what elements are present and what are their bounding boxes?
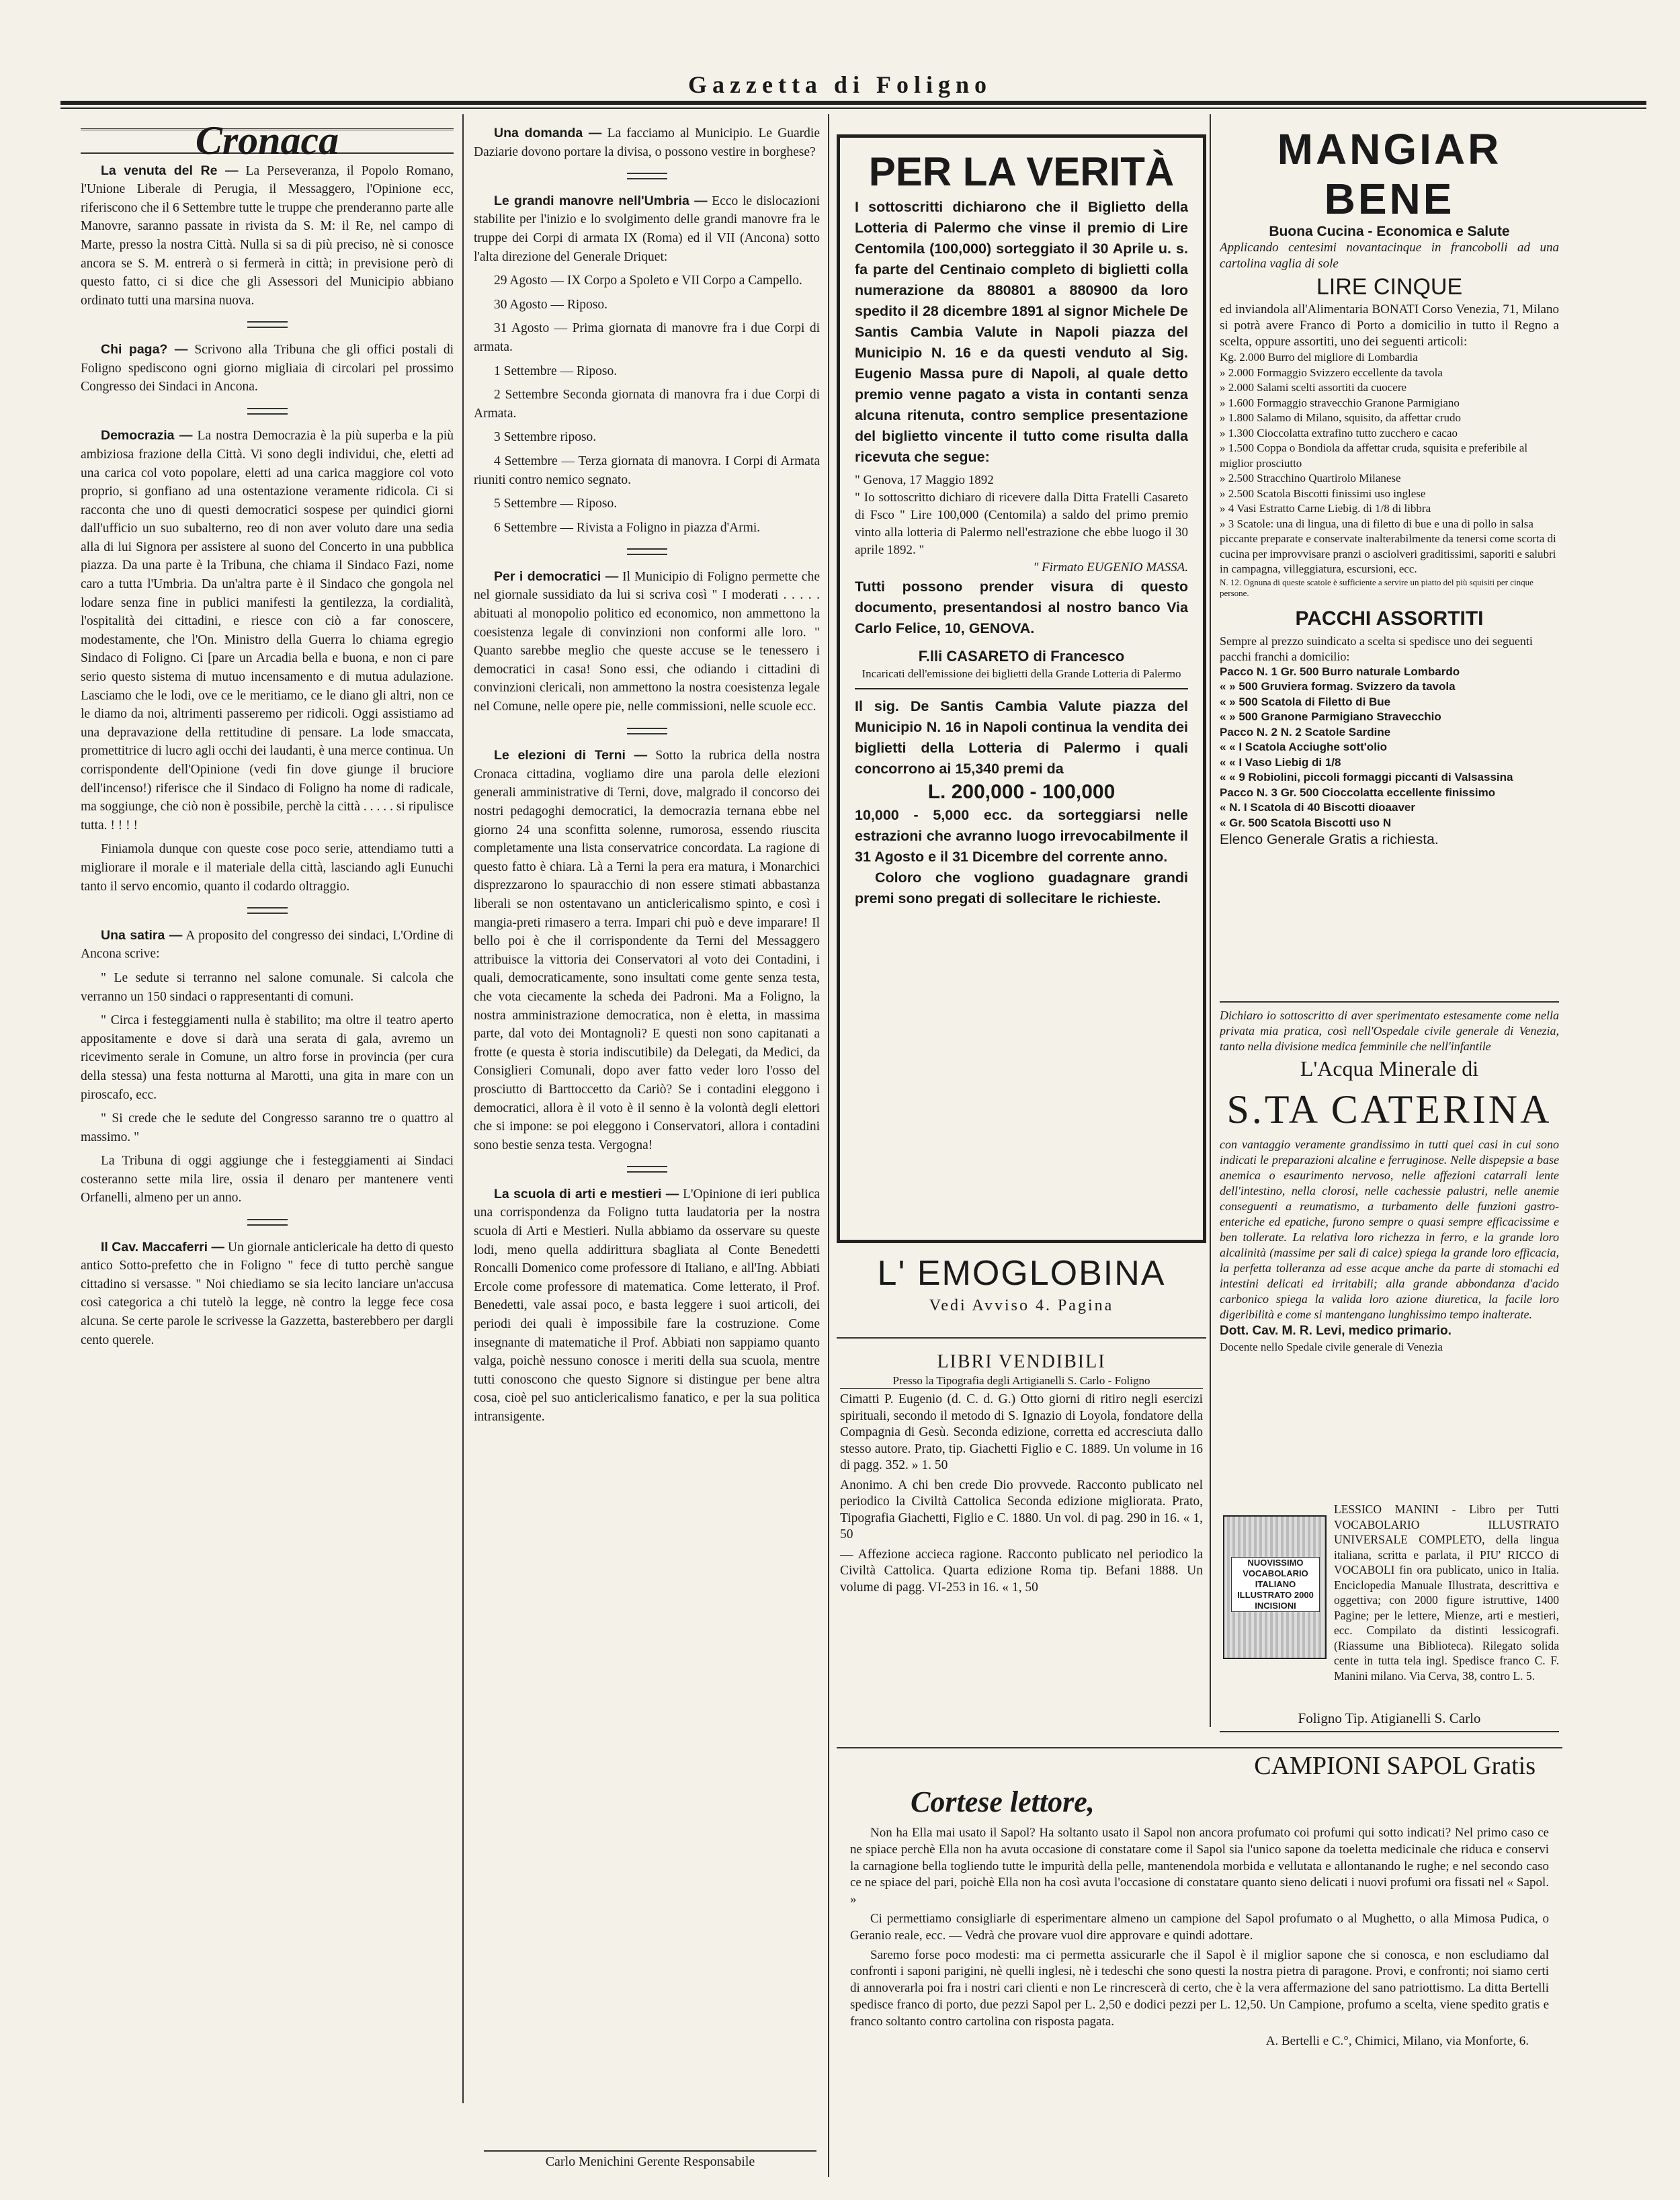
masthead-rule: [60, 101, 1646, 105]
article-grandi-manovre: Le grandi manovre nell'Umbria — Ecco le dislocazioni stabilite per l'inizio e lo svolgimento delle grandi manovre fra le truppe dei Corpi di armata IX (Roma) ed il VII (Ancona) sotto l'alta direzione del Generale Driquet:: [474, 193, 820, 264]
sapol-p1: Non ha Ella mai usato il Sapol? Ha soltanto usato il Sapol non ancora profumato coi profumi qui sotto indicati? Nel primo caso ce ne spiace perchè Ella non ha avuta occasione di constatare come il Sapol sia l'unico sapone da toeletta medicinale che riduca e conservi la carnagione bella togliendo tutte le impurità della pelle, mantenendola morbida e vellutata e allontanando le rughe; e nel secondo caso ce ne spiace del pari, poichè Ella non ha così avuta l'occasione di constatare quanto sieno delicati i nuovi profumi ora fissati nel « Sapol. »: [850, 1826, 1549, 1907]
ad-prize: L. 200,000 - 100,000: [927, 781, 1116, 803]
gerente-footer: Carlo Menichini Gerente Responsabile: [484, 2150, 816, 2170]
ad-santa-caterina: [1220, 1001, 1559, 1498]
manovre-line: 4 Settembre — Terza giornata di manovra. I Corpi di Armata riuniti contro nemico segnato.: [474, 454, 820, 487]
manovre-line: 1 Settembre — Riposo.: [494, 364, 618, 378]
article-maccaferri: Il Cav. Maccaferri — Un giornale anticlericale ha detto di questo antico Sotto-prefetto che in Foligno " fece di tutto perchè sangue cittadino si versasse. " Noi chiediamo se sia lecito lanciare un'accusa così categorica a chi tutelò la legge, nè contro la legge fece cosa alcuna. Se certe parole le scrivesse la Gazzetta, basterebbero per dargli cento querele.: [81, 1239, 454, 1347]
caterina-signature: Dott. Cav. M. R. Levi, medico primario.: [1220, 1324, 1452, 1338]
list-item: « « I Vaso Liebig di 1/8: [1220, 755, 1341, 769]
pacchi-text: Sempre al prezzo suindicato a scelta si spedisce uno dei seguenti pacchi franchi a domicilio:: [1220, 634, 1533, 663]
separator: [81, 315, 454, 334]
list-item: « » 500 Gruviera formag. Svizzero da tavola: [1220, 680, 1456, 693]
separator: [81, 1213, 454, 1232]
ad-per-la-verita: [837, 134, 1206, 1243]
ad-text: Il sig. De Santis Cambia Valute piazza del Municipio N. 16 in Napoli continua la vendita dei biglietti della Lotteria di Palermo i quali concorrono ai 15,340 premi da: [855, 698, 1188, 777]
ad-emoglobina-title: L' EMOGLOBINA: [877, 1254, 1166, 1293]
book-cover-text: NUOVISSIMO VOCABOLARIO ITALIANO ILLUSTRATO 2000 INCISIONI: [1231, 1557, 1320, 1612]
caterina-intro: Dichiaro io sottoscritto di aver sperimentato estesamente come nella privata mia pratica, così nell'Ospedale civile generale di Venezia, tanto nella divisione medica femminile che nell'infantile: [1220, 1009, 1559, 1053]
manovre-line: 5 Settembre — Riposo.: [494, 497, 618, 511]
list-item: » 2.000 Salami scelti assortiti da cuocere: [1220, 381, 1407, 394]
column-divider: [828, 114, 829, 2177]
column-divider: [1210, 114, 1211, 1727]
list-item: « » 500 Scatola di Filetto di Bue: [1220, 695, 1391, 708]
ad-text: Tutti possono prender visura di questo documento, presentandosi al nostro banco Via Carlo Felice, 10, GENOVA.: [855, 579, 1188, 636]
libri-title: LIBRI VENDIBILI: [937, 1351, 1106, 1372]
column-two: [474, 124, 820, 2181]
list-item: » 3 Scatole: una di lingua, una di filetto di bue e una di pollo in salsa piccante preparate e conservate inalterabilmente da tenersi come scorta di cucina per improvvisare pranzi o asciolveri graditissimi, saporiti e salubri in campagna, villeggiatura, escursioni, ecc.: [1220, 517, 1556, 575]
separator: [81, 402, 454, 421]
ad-firm-sub: Incaricati dell'emissione dei biglietti della Grande Lotteria di Palermo: [862, 667, 1181, 680]
satira-quote: " Si crede che le sedute del Congresso saranno tre o quattro al massimo. ": [81, 1111, 454, 1144]
mangiar-text: Applicando centesimi novantacinque in francobolli ad una cartolina vaglia di sole: [1220, 241, 1559, 271]
manovre-line: 31 Agosto — Prima giornata di manovre fra i due Corpi di armata.: [474, 321, 820, 354]
ad-campioni-sapol: [837, 1747, 1562, 2178]
list-item: « N. I Scatola di 40 Biscotti dioaaver: [1220, 801, 1415, 814]
sapol-p2: Ci permettiamo consigliarle di esperimentare almeno un campione del Sapol profumato o al Mughetto, o alla Mimosa Pudica, o Geranio reale, ecc. — Vedrà che provare vuol dire approvare e quindi adottare.: [850, 1911, 1549, 1943]
pacchi-title: PACCHI ASSORTITI: [1295, 607, 1484, 630]
ad-text: I sottoscritti dichiarono che il Biglietto della Lotteria di Palermo che vinse il premio di Lire Centomila (100,000) sorteggiato il 30 Aprile u. s. fa parte del Centinaio completo di biglietti colla numerazione da 880801 a 880900 da loro spedito il 28 dicembre 1891 al signor Michele De Santis Cambia Valute in Napoli piazza del Municipio N. 16 e da questi venduto al Sig. Eugenio Massa pure di Napoli, al quale detto premio venne pagato a vista in contanti senza alcuna ritenuta, contro semplice presentazione del biglietto vincente il tutto come risulta dalla ricevuta che segue:: [855, 199, 1188, 465]
list-item: » 2.000 Formaggio Svizzero eccellente da tavola: [1220, 366, 1443, 379]
ad-libri-vendibili: [840, 1351, 1203, 1687]
list-item: « « I Scatola Acciughe sott'olio: [1220, 741, 1388, 753]
caterina-title: L'Acqua Minerale di: [1300, 1056, 1479, 1081]
ad-emoglobina: [837, 1250, 1206, 1339]
list-item: » 1.600 Formaggio stravecchio Granone Parmigiano: [1220, 396, 1460, 409]
list-item: Kg. 2.000 Burro del migliore di Lombardia: [1220, 351, 1418, 364]
ad-text: Coloro che vogliono guadagnare grandi premi sono pregati di sollecitare le richieste.: [855, 870, 1188, 906]
column-cronaca: [81, 124, 454, 2181]
list-item: » 1.800 Salamo di Milano, squisito, da affettar crudo: [1220, 411, 1461, 424]
article-democrazia: Democrazia — La nostra Democrazia è la più superba e la più ambiziosa frazione della Città. Vi sono degli individui, che, eletti ad una carica col voto popolare, eletti ad una carica maggiore col voto proprio, si gonfiano ad una ostentazione veramente ridicola. Ci si racconta che uno di questi democratici sospese per quindici giorni dall'ufficio un suo subalterno, reo di non aver voluto dare una sedia alla di lui Signora per assistere al suono del Concerto in una pubblica piazza. Da una parte è la Tribuna, che chiama il Sindaco Fazi, nome caro a tutta l'Umbria. Da un'altra parte è il Sindaco che gongola nel lodare senza fine in publici manifesti la gentilezza, la cordialità, l'ospitalità dei cittadini, e riesce con ciò a far conoscere, modestamente, che l'On. Ministro della Guerra lo chiama egregio Sindaco di Foligno. Ci [pare un Arcadia bella e buona, e non ci pare serio questo sistema di mutuo incensamento e di mutua adulazione. Lasciamo che le lodi, ove ce le meritiamo, ce le diano gli altri, non ce le diamo da noi, altrimenti passeremo per ridicoli. Oggi assistiamo ad una depravazione della rettitudine di pensare. La lode smaccata, promettitrice di lucro agli occhi dei laudanti, è una merce continua. Un corrispondente dell'Opinione (vedi fin dove giunge il bruciore dell'incenso!) riferisce che il Sindaco di Foligno ha nome di radicale, ma soggiunge, che ciò non è possibile, perchè la città . . . . . si ripulisce tutta. ! ! ! !: [81, 428, 454, 833]
list-item: « Gr. 500 Scatola Biscotti uso N: [1220, 816, 1392, 829]
separator: [81, 901, 454, 920]
list-item: » 2.500 Stracchino Quartirolo Milanese: [1220, 472, 1401, 484]
satira-quote: " Circa i festeggiamenti nulla è stabilito; ma oltre il teatro aperto appositamente e dove si darà una serata di gala, avremo un ricevimento serale in Comune, un altro forse in provincia (per cura della stessa) una festa notturna al Marotti, una gita in mare con un piroscafo, ecc.: [81, 1013, 454, 1102]
mangiar-sub: Buona Cucina - Economica e Salute: [1269, 224, 1510, 239]
masthead-rule-thin: [60, 108, 1646, 109]
ad-title: PER LA VERITÀ: [868, 149, 1175, 194]
article-chi-paga: Chi paga? — Scrivono alla Tribuna che gli offici postali di Foligno spediscono ogni giorno migliaia di circolari pel prossimo Congresso dei Sindaci in Ancona.: [81, 341, 454, 394]
lessico-text: LESSICO MANINI - Libro per Tutti VOCABOLARIO ILLUSTRATO UNIVERSALE COMPLETO, della lingua italiana, scritta e parlata, il PIU' RICCO di VOCABOLI fin ora publicato, unico in Italia. Enciclopedia Manuale Illustrata, descrittiva e oggettiva; con 2000 figure istruttive, 1400 Pagine; per le lettere, Mienze, arti e mestieri, ecc. Compilato da distinti lessicografi. (Riassume una Biblioteca). Rilegato solida cente in tutta tela ingl. Spedisce franco C. F. Manini milano. Via Cerva, 38, contro L. 5.: [1334, 1503, 1559, 1683]
sapol-greeting: Cortese lettore,: [911, 1785, 1095, 1818]
sapol-p3: Saremo forse poco modesti: ma ci permetta assicurarle che il Sapol è il miglior sapone che si conosca, e non escludiamo dal confronti i saponi parigini, nè quelli inglesi, nè i tedeschi che sono questi la nostra pietra di paragone. Provi, e confronti; noi siamo certi di annoverarla poi fra i nostri cari clienti e non Le rincrescerà di certo, che è la vera affermazione del sano patriottismo. La ditta Bertelli spedisce franco di porto, due pezzi Sapol per L. 2,50 e dodici pezzi per L. 12,50. Un Campione, profumo a scelta, viene spedito gratis e franco soltanto contro cartolina con risposta pagata.: [850, 1947, 1549, 2029]
list-item: « « 9 Robiolini, piccoli formaggi piccanti di Valsassina: [1220, 771, 1513, 784]
mangiar-text2: ed inviandola all'Alimentaria BONATI Corso Venezia, 71, Milano si potrà avere Franco di Porto a domicilio in tutto il Regno a scelta, oppure assortiti, uno dei seguenti articoli:: [1220, 302, 1559, 349]
article-scuola-arti: La scuola di arti e mestieri — L'Opinione di ieri publica una corrispondenza da Foligno tutta laudatoria per la nostra scuola di Arti e Mestieri. Nulla abbiamo da osservare su queste lodi, meno quella addirittura sbagliata al Conte Benedetti Roncalli Domenico come professore di Italiano, e all'Ing. Abbiati Ercole come professore di matematica. Come letterato, il Prof. Benedetti, vale assai poco, e basta leggere i suoi articoli, dei periodi dei quali è impossibile fare la costruzione. Come insegnante di matematiche il Prof. Abbiati non sappiamo quanto valga, poichè nessuno conosce i meriti della sua scuola, mentre tutti conoscono che questo Signore si distingue per bene altra cosa, cioè pel suo anticlericalismo fanatico, e per la sua politica intransigente.: [474, 1186, 820, 1424]
article-satira: Una satira — A proposito del congresso dei sindaci, L'Ordine di Ancona scrive:: [81, 927, 454, 962]
ad-quote: " Io sottoscritto dichiaro di ricevere dalla Ditta Fratelli Casareto di Fsco " Lire 100,000 (Centomila) a saldo del primo premio vinto alla lotteria di Palermo nell'estrazione che ebbe luogo il 30 aprile 1892. ": [855, 491, 1188, 557]
article-una-domanda: Una domanda — La facciamo al Municipio. Le Guardie Daziarie dovono portare la divisa, o possono vestire in borghese?: [474, 126, 820, 159]
libri-sub: Presso la Tipografia degli Artigianelli S. Carlo - Foligno: [840, 1373, 1203, 1389]
libri-book: Cimatti P. Eugenio (d. C. d. G.) Otto giorni di ritiro negli esercizi spirituali, secondo il metodo di S. Ignazio di Loyola, fondatore della Compagnia di Gesù. Seconda edizione, corretta ed accresciuta dallo stesso autore. Prato, tip. Giachetti Figlio e C. 1889. Un volume in 16 di pagg. 352. » 1. 50: [840, 1392, 1203, 1472]
sapol-signature: A. Bertelli e C.°, Chimici, Milano, via Monforte, 6.: [1265, 2033, 1529, 2048]
list-item: » 4 Vasi Estratto Carne Liebig. di 1/8 di libbra: [1220, 502, 1431, 515]
manovre-line: 3 Settembre riposo.: [494, 430, 597, 445]
mangiar-list: [1220, 350, 1559, 577]
article-democratici: Per i democratici — Il Municipio di Foligno permette che nel giornale sussidiato da lui si scriva così " I moderati . . . . . abituati al monopolio politico ed economico, non ammettono la coesistenza legale di convinzioni non conformi alle loro. " Quanto sarebbe meglio che queste accuse se le tenessero i democratici in casa! Sono essi, che odiando i cittadini di convinzioni clericali, non ammettono la nostra coesistenza legale nel Comune, nelle opere pie, nelle commissioni, nelle scuole ecc.: [474, 568, 820, 714]
pacchi-end: Elenco Generale Gratis a richiesta.: [1220, 832, 1439, 847]
manovre-line: 29 Agosto — IX Corpo a Spoleto e VII Corpo a Campello.: [494, 273, 802, 288]
ad-firm: F.lli CASARETO di Francesco: [918, 648, 1125, 665]
libri-book: Anonimo. A chi ben crede Dio provvede. Racconto publicato nel periodico la Civiltà Cattolica Seconda edizione migliorata. Prato, Tipografia Giachetti, Figlio e C. 1880. Un vol. di pag. 290 in 16. « 1, 50: [840, 1478, 1203, 1541]
article-democrazia-cont: Finiamola dunque con queste cose poco serie, attendiamo tutti a migliorare il morale e il materiale della città, lasciando agli Eunuchi tanto il servo encomio, quanto il codardo oltraggio.: [81, 842, 454, 894]
pacchi-list: [1220, 665, 1559, 831]
ad-quote-date: " Genova, 17 Maggio 1892: [855, 473, 994, 487]
masthead-title: Gazzetta di Foligno: [688, 71, 992, 98]
manovre-line: 6 Settembre — Rivista a Foligno in piazza d'Armi.: [494, 520, 761, 535]
libri-book: — Affezione accieca ragione. Racconto publicato nel periodico la Civiltà Cattolica. Quarta edizione Roma tip. Befani 1888. Un volume di pagg. VI-253 in 16. « 1, 50: [840, 1547, 1203, 1595]
manovre-line: 30 Agosto — Riposo.: [494, 297, 608, 312]
sapol-title: CAMPIONI SAPOL Gratis: [1254, 1752, 1536, 1780]
caterina-signature-sub: Docente nello Spedale civile generale di Venezia: [1220, 1341, 1443, 1353]
ad-emoglobina-sub: Vedi Avviso 4. Pagina: [929, 1297, 1114, 1314]
list-item: » 1.300 Cioccolatta extrafino tutto zucchero e cacao: [1220, 426, 1458, 439]
article-venuta-re: La venuta del Re — La Perseveranza, il Popolo Romano, l'Unione Liberale di Perugia, il Messaggero, l'Opinione ecc, riferiscono che il 6 Settembre tutte le truppe che prenderanno parte alle Manovre, saranno passate in rivista da S. M: il Re, nel campo di Marte, presso la nostra Città. Nulla si sa di più preciso, nè si conosce ancora se S. M. entrerà o si fermerà in città; in previsione però di questo fatto, ci si dice che gli Assessori del Municipio abbiano ordinato tutti una marsina nuova.: [81, 163, 454, 308]
list-item: « » 500 Granone Parmigiano Stravecchio: [1220, 710, 1441, 723]
article-elezioni-terni: Le elezioni di Terni — Sotto la rubrica della nostra Cronaca cittadina, vogliamo dire una parola delle elezioni generali amministrative di Terni, dove, malgrado il concorso dei nostri pedagoghi democratici, la democrazia ternana ebbe nel giorno 24 una sconfitta solenne, rumorosa, essendo riuscita completamente una lista conservatrice concordata. La ragione di questo fatto è chiara. Là a Terni la pera era matura, i Monarchici disprezzarono lo spauracchio di non essere stimati abbastanza liberali se non ostentavano un anticlericalismo spinto, e così i mangia-preti rimasero a terra. Impari chi può e deve imparare! Il bello poi è che il corrispondente da Terni del Messaggero attribuisce la vittoria dei Conservatori al voto dei Contadini, i quali, democraticamente, sono insultati come gente senza testa, che vota ciecamente la scheda dei Padroni. Ma a Foligno, la nostra amministrazione democratica, non è eletta, in massima parte, dal voto dei Montagnoli? E questi non sono capitanati a frotte (e questa è storia indiscutibile) da Delegati, da Medici, da Consiglieri Comunali, dopo aver fatto veder loro l'osso del prosciutto di Barttoccetto da Cariò? Se i contadini eleggono i democratici, allora è il voto è il senno è la volontà degli elettori che si impone: se poi eleggono i Conservatori, allora i contadini sono bestie senza testa. Vergogna!: [474, 748, 820, 1152]
satira-quote: La Tribuna di oggi aggiunge che i festeggiamenti ai Sindaci costeranno sette mila lire, ossia il denaro per mantenere venti Orfanelli, almeno per un anno.: [81, 1154, 454, 1205]
ad-mangiar-bene: [1220, 124, 1559, 991]
caterina-text: con vantaggio veramente grandissimo in tutti quei casi in cui sono indicati le preparazioni alcaline e ferruginose. Nelle dispepsie a base anemica o esaurimento nervoso, nelle affezioni catarrali lente dell'intestino, nella clorosi, nelle cachessie palustri, nelle anemie conseguenti a reumatismo, a turbamento delle funzioni gastro-enteriche ed epatiche, furono sempre o quasi sempre efficacissime e ben tollerate. La relativa loro richezza in ferro, e la grande loro alcalinità (massime per sali di calce) spiega la grande loro efficacia, la perfetta tolleranza ad esse acque anche da parte di stomachi ed intestini delicati ed irritabili; alla grande abbondanza d'acido carbonico spiega la valida loro azione diuretica, la facile loro digeribilità e come si mantengano lunghissimo tempo inalterate.: [1220, 1138, 1559, 1321]
column-divider: [462, 114, 464, 2103]
list-item: Pacco N. 3 Gr. 500 Cioccolatta eccellente finissimo: [1220, 786, 1496, 799]
ad-lessico-manini: [1220, 1502, 1559, 1703]
ad-signature: " Firmato EUGENIO MASSA.: [1033, 560, 1188, 575]
ad-text: 10,000 - 5,000 ecc. da sorteggiarsi nelle estrazioni che avranno luogo irrevocabilmente il 31 Agosto e il 31 Dicembre del corrente anno.: [855, 807, 1188, 865]
section-title-cronaca: Cronaca: [81, 128, 454, 154]
satira-quote: " Le sedute si terranno nel salone comunale. Si calcola che verranno un 150 sindaci o rappresentanti di comuni.: [81, 970, 454, 1004]
mangiar-title: MANGIAR BENE: [1277, 125, 1502, 223]
separator: [474, 167, 820, 185]
mangiar-note: N. 12. Ognuna di queste scatole è sufficiente a servire un piatto del più squisiti per cinque persone.: [1220, 577, 1534, 598]
separator: [474, 542, 820, 561]
separator: [474, 722, 820, 741]
list-item: » 2.500 Scatola Biscotti finissimi uso inglese: [1220, 486, 1426, 500]
caterina-name: S.TA CATERINA: [1226, 1087, 1552, 1132]
list-item: Pacco N. 2 N. 2 Scatole Sardine: [1220, 725, 1391, 738]
list-item: » 1.500 Coppa o Bondiola da affettar cruda, squisita e preferibile al miglior prosciutto: [1220, 441, 1528, 470]
tipografia-footer: Foligno Tip. Atigianelli S. Carlo: [1220, 1710, 1559, 1732]
mangiar-price: LIRE CINQUE: [1316, 274, 1463, 300]
manovre-line: 2 Settembre Seconda giornata di manovra fra i due Corpi di Armata.: [474, 388, 820, 421]
list-item: Pacco N. 1 Gr. 500 Burro naturale Lombardo: [1220, 665, 1460, 678]
book-illustration: [1223, 1515, 1327, 1659]
separator: [474, 1160, 820, 1179]
